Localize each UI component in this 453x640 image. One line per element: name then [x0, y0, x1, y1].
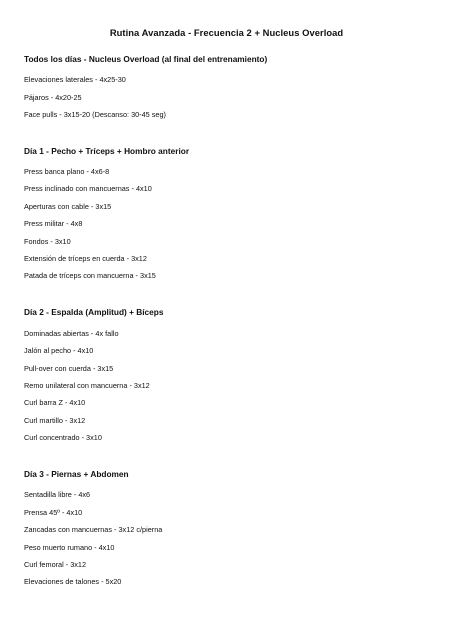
- list-item: Remo unilateral con mancuerna - 3x12: [24, 381, 150, 390]
- list-item: Face pulls - 3x15-20 (Descanso: 30-45 seg): [24, 110, 166, 119]
- list-item: Peso muerto rumano - 4x10: [24, 543, 115, 552]
- list-item: Prensa 45º - 4x10: [24, 508, 83, 517]
- list-item: Pájaros - 4x20-25: [24, 93, 82, 102]
- document-title: Rutina Avanzada - Frecuencia 2 + Nucleus Overload: [109, 27, 344, 38]
- section-heading-all-days: Todos los días - Nucleus Overload (al final del entrenamiento): [24, 54, 268, 64]
- list-item: Zancadas con mancuernas - 3x12 c/pierna: [24, 525, 163, 534]
- list-item: Curl martillo - 3x12: [24, 416, 86, 425]
- list-item: Fondos - 3x10: [24, 237, 71, 246]
- list-item: Press banca plano - 4x6-8: [24, 167, 110, 176]
- list-item: Curl femoral - 3x12: [24, 560, 87, 569]
- list-item: Aperturas con cable - 3x15: [24, 202, 112, 211]
- section-heading-day-3: Día 3 - Piernas + Abdomen: [24, 469, 129, 479]
- list-item: Curl concentrado - 3x10: [24, 433, 102, 442]
- list-item: Patada de tríceps con mancuerna - 3x15: [24, 271, 156, 280]
- list-item: Pull-over con cuerda - 3x15: [24, 364, 114, 373]
- list-item: Curl barra Z - 4x10: [24, 398, 86, 407]
- list-item: Extensión de tríceps en cuerda - 3x12: [24, 254, 147, 263]
- list-item: Elevaciones de talones - 5x20: [24, 577, 122, 586]
- list-item: Press militar - 4x8: [24, 219, 83, 228]
- list-item: Elevaciones laterales - 4x25-30: [24, 75, 126, 84]
- list-item: Press inclinado con mancuernas - 4x10: [24, 184, 152, 193]
- list-item: Jalón al pecho - 4x10: [24, 346, 94, 355]
- list-item: Dominadas abiertas - 4x fallo: [24, 329, 119, 338]
- section-heading-day-1: Día 1 - Pecho + Tríceps + Hombro anterior: [24, 146, 190, 156]
- section-heading-day-2: Día 2 - Espalda (Amplitud) + Bíceps: [24, 307, 164, 317]
- list-item: Sentadilla libre - 4x6: [24, 490, 91, 499]
